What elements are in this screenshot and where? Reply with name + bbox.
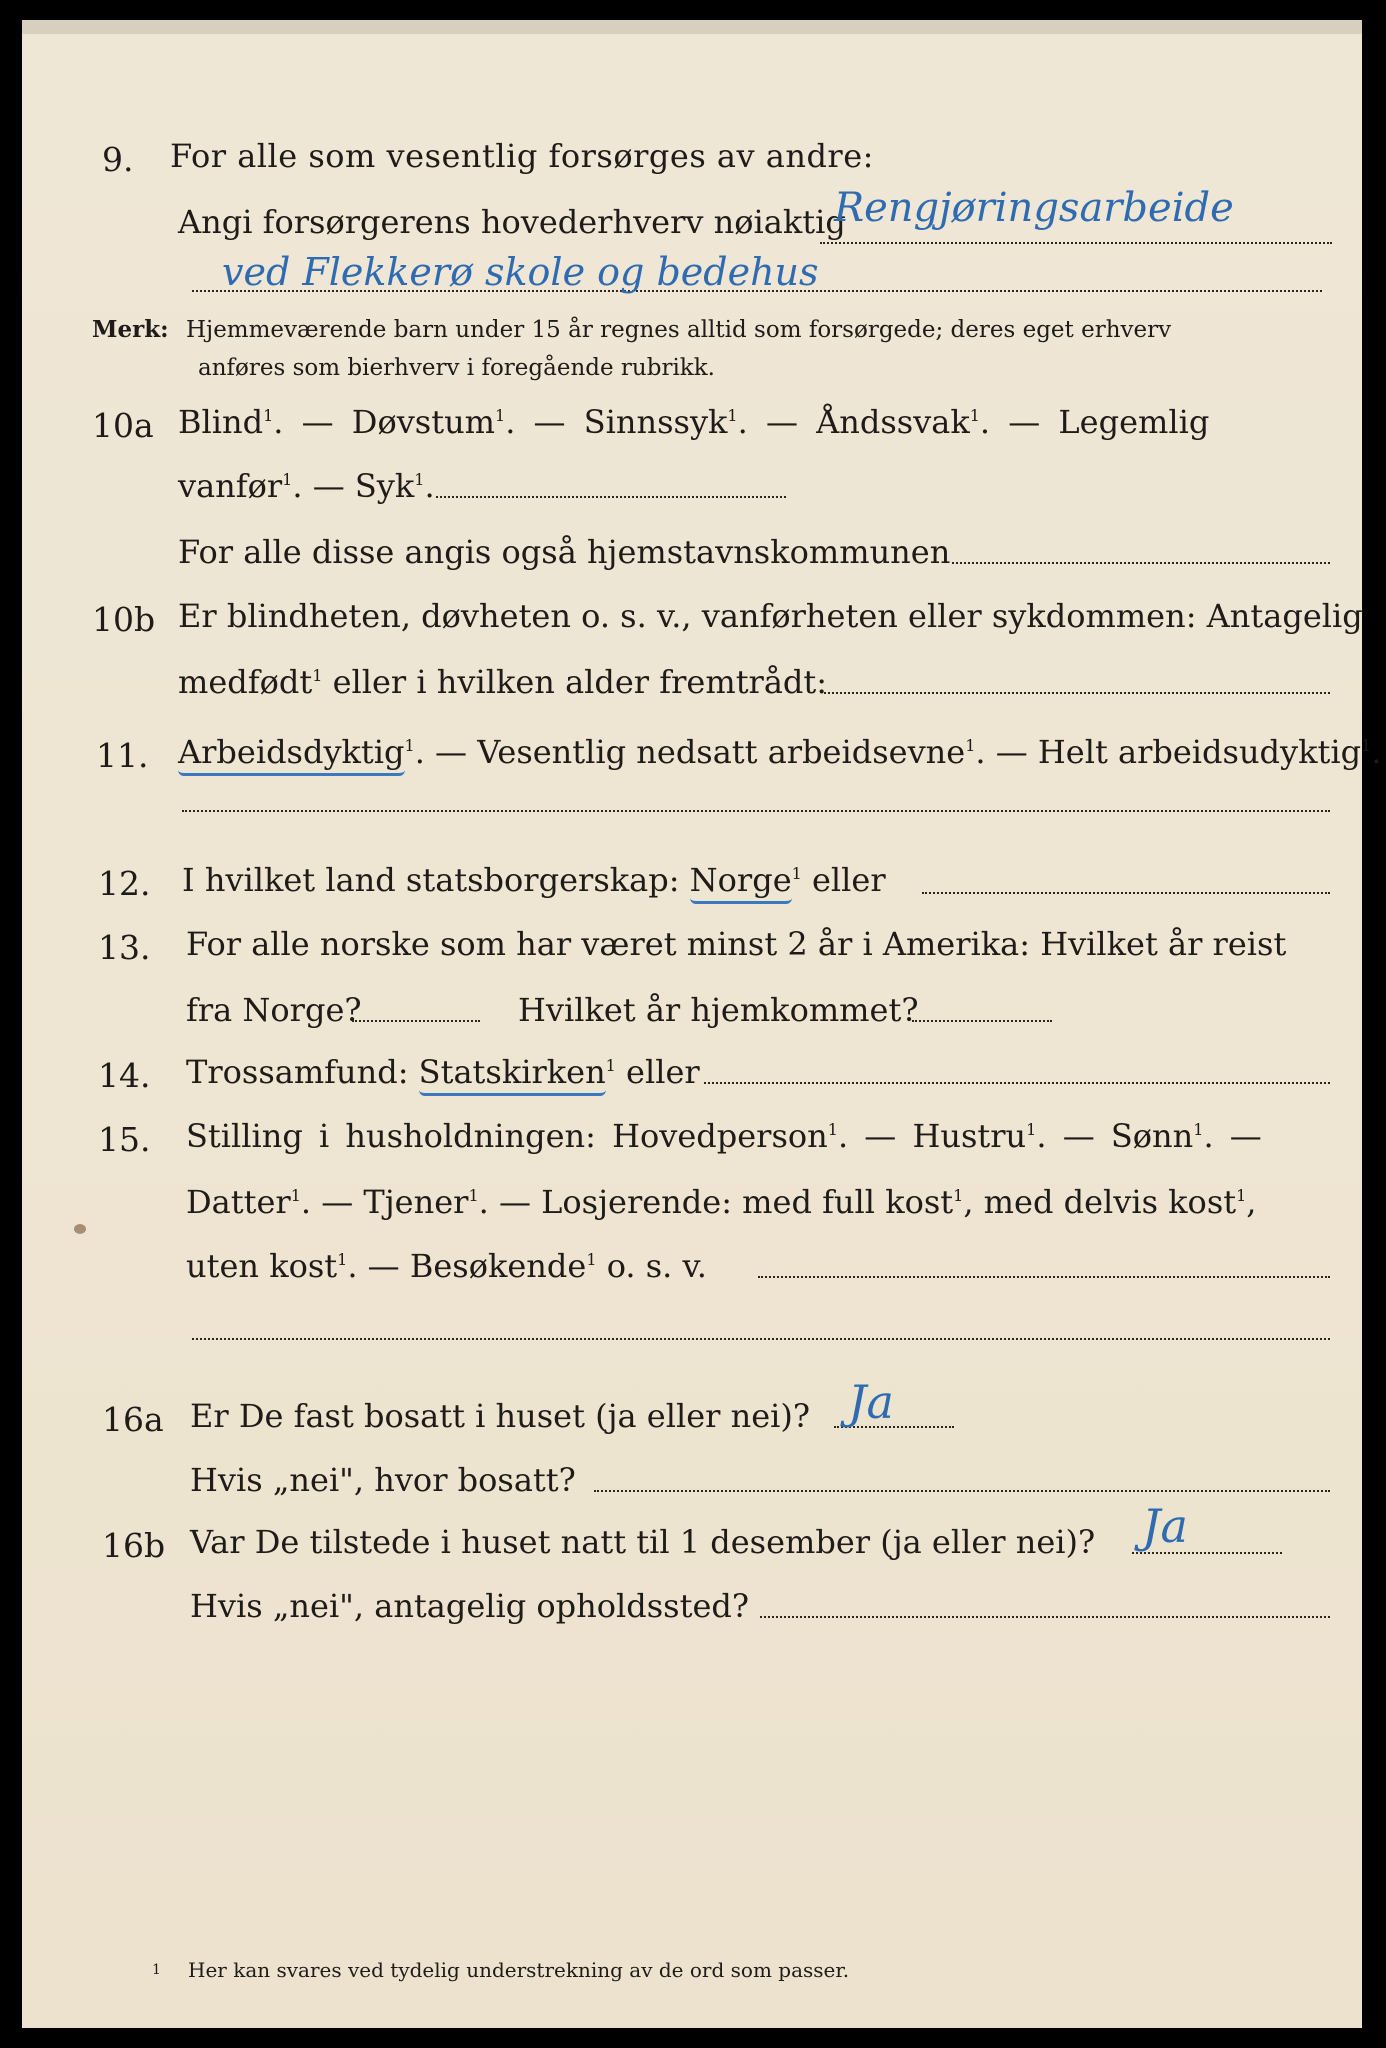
q11-options: Arbeidsdyktig$^1$. — Vesentlig nedsatt arbeidsevne$^1$. — Helt arbeidsudyktig$^1$. [178,732,1381,772]
footnote-mark: 1 [152,1962,161,1978]
q9-answer-line1 [820,242,1332,244]
q12-number: 12. [98,864,151,903]
q13-line2b: Hvilket år hjemkommet? [518,991,919,1029]
q10a-line1: Blind$^1$. — Døvstum$^1$. — Sinnssyk$^1$. — Åndssvak$^1$. — Legemlig [178,403,1210,441]
q10b-line1: Er blindheten, døvheten o. s. v., vanførheten eller sykdommen: Antagelig [178,597,1363,635]
q13-line2a: fra Norge? [186,991,362,1029]
q9-answer-handwriting-1: Rengjøringsarbeide [834,185,1234,231]
q13-line1: For alle norske som har været minst 2 år i Amerika: Hvilket år reist [186,925,1287,963]
q10b-line2: medfødt$^1$ eller i hvilken alder fremtrådt: [178,663,828,701]
census-form-page [22,20,1382,2028]
q9-answer-handwriting-2: ved Flekkerø skole og bedehus [222,250,819,294]
q9-number: 9. [102,140,134,179]
paper-stain [74,1224,86,1234]
q9-line2: Angi forsørgerens hovederhverv nøiaktig [178,203,846,241]
q16a-line1: Er De fast bosatt i huset (ja eller nei)? [190,1397,811,1435]
q16a-bosatt-line [594,1490,1330,1492]
q10b-number: 10b [92,600,156,639]
q11-underlined-option: Arbeidsdyktig [178,733,405,776]
merk-line1: Hjemmeværende barn under 15 år regnes alltid som forsørgede; deres eget erhverv [186,317,1172,343]
q16a-number: 16a [102,1400,164,1439]
q15-extra-line [192,1338,1330,1340]
merk-line2: anføres som bierhverv i foregående rubrikk. [198,355,715,381]
q10a-hjemstavn-line [952,562,1330,564]
page-top-edge [22,20,1362,34]
q14-number: 14. [98,1056,151,1095]
q12-underlined-option: Norge [690,861,792,904]
q10a-number: 10a [92,406,154,445]
q16a-answer-handwriting: Ja [848,1375,894,1429]
merk-label: Merk: [92,316,169,343]
q10b-answer-line [824,692,1330,694]
q16b-line2: Hvis „nei", antagelig opholdssted? [190,1587,750,1625]
q16b-answer-handwriting: Ja [1142,1499,1188,1553]
q15-answer-line [758,1276,1330,1278]
q11-number: 11. [96,736,149,775]
q15-line2: Datter$^1$. — Tjener$^1$. — Losjerende: med full kost$^1$, med delvis kost$^1$, [186,1183,1257,1221]
q16b-opholdssted-line [760,1616,1330,1618]
q16a-line2: Hvis „nei", hvor bosatt? [190,1461,576,1499]
q16b-number: 16b [102,1526,166,1565]
q15-line1: Stilling i husholdningen: Hovedperson$^1$. — Hustru$^1$. — Sønn$^1$. — [186,1117,1262,1155]
q14-underlined-option: Statskirken [419,1053,606,1096]
q13-hjemkommet-line [912,1020,1052,1022]
q11-answer-line [182,810,1330,812]
q15-line3: uten kost$^1$. — Besøkende$^1$ o. s. v. [186,1247,707,1285]
q12-answer-line [922,892,1330,894]
q13-number: 13. [98,928,151,967]
q15-number: 15. [98,1120,151,1159]
q10a-syk-line [436,496,786,498]
q9-line1: For alle som vesentlig forsørges av andre: [170,137,874,175]
q13-reist-line [352,1020,480,1022]
q14-text: Trossamfund: Statskirken$^1$ eller [186,1052,700,1092]
q14-answer-line [704,1082,1330,1084]
q10a-line3: For alle disse angis også hjemstavnskommunen [178,533,951,571]
q16b-line1: Var De tilstede i huset natt til 1 desember (ja eller nei)? [190,1523,1096,1561]
q12-text: I hvilket land statsborgerskap: Norge$^1$ eller [182,860,886,900]
footnote-text: Her kan svares ved tydelig understrekning av de ord som passer. [188,1958,850,1982]
q10a-line2: vanfør$^1$. — Syk$^1$. [178,467,435,505]
